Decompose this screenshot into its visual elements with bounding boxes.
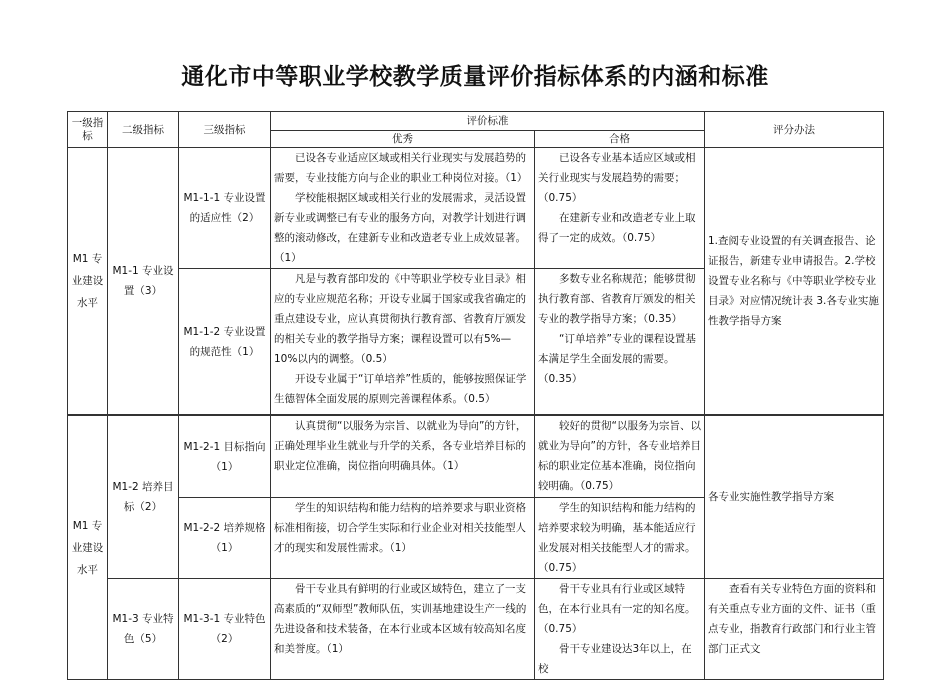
indicator-table-2 xyxy=(67,415,884,680)
pass-cell xyxy=(535,498,705,579)
header-excellent: 优秀 xyxy=(271,131,535,148)
criterion-text: 学生的知识结构和能力结构的培养要求与职业资格标准相衔接，切合学生实际和行业企业对相关技能型人才的现实和发展性需求。（1） xyxy=(274,502,526,554)
criterion-text: “订单培养”专业的课程设置基本满足学生全面发展的需要。（0.35） xyxy=(538,333,696,385)
level2-cell: M1-2 培养目标（2） xyxy=(108,416,179,579)
level2-cell: M1-1 专业设置（3） xyxy=(108,148,179,415)
excellent-cell xyxy=(271,269,535,415)
criterion-text: 骨干专业具有鲜明的行业或区域特色，建立了一支高素质的“双师型”教师队伍，实训基地建设生产一线的先进设备和技术装备，在本行业或本区域有较高知名度和美誉度。（1） xyxy=(274,583,527,655)
excellent-cell xyxy=(271,416,535,498)
criterion-text: 凡是与教育部印发的《中等职业学校专业目录》相应的专业应规范名称；开设专业属于国家或我省确定的重点建设专业，应认真贯彻执行教育部、省教育厅颁发的相关专业的教学指导方案；课程设置可以有5%—10%以内的调整。（0.5） xyxy=(274,273,526,365)
header-level2: 二级指标 xyxy=(108,112,179,148)
level3-cell: M1-2-2 培养规格（1） xyxy=(179,498,271,579)
excellent-cell xyxy=(271,579,535,680)
excellent-cell xyxy=(271,498,535,579)
scoring-cell: 1.查阅专业设置的有关调查报告、论证报告，新建专业申请报告。2.学校设置专业名称与《中等职业学校专业目录》对应情况统计表 3.各专业实施性教学指导方案 xyxy=(705,148,884,415)
page-title: 通化市中等职业学校教学质量评价指标体系的内涵和标准 xyxy=(181,64,769,90)
pass-cell xyxy=(535,416,705,498)
criterion-text: 较好的贯彻“以服务为宗旨、以就业为导向”的方针，各专业培养目标的职业定位基本准确，岗位指向较明确。（0.75） xyxy=(538,420,701,492)
scoring-cell xyxy=(705,579,884,680)
level3-cell: M1-1-2 专业设置的规范性（1） xyxy=(179,269,271,415)
pass-cell xyxy=(535,579,705,680)
level2-cell: M1-3 专业特色（5） xyxy=(108,579,179,680)
criterion-text: 在建新专业和改造老专业上取得了一定的成效。（0.75） xyxy=(538,212,696,244)
header-criteria: 评价标准 xyxy=(271,112,705,131)
criterion-text: 骨干专业具有行业或区域特色，在本行业具有一定的知名度。（0.75） xyxy=(538,583,696,635)
indicator-table-1 xyxy=(67,111,884,415)
criterion-text: 已设各专业基本适应区域或相关行业现实与发展趋势的需要；（0.75） xyxy=(538,152,696,204)
level3-cell: M1-3-1 专业特色（2） xyxy=(179,579,271,680)
scoring-cell: 各专业实施性教学指导方案 xyxy=(705,416,884,579)
criterion-text: 多数专业名称规范；能够贯彻执行教育部、省教育厅颁发的相关专业的教学指导方案；（0.35） xyxy=(538,273,696,325)
header-level1: 一级指标 xyxy=(68,112,108,148)
level3-cell: M1-2-1 目标指向（1） xyxy=(179,416,271,498)
criterion-text: 骨干专业建设达3年以上，在校 xyxy=(538,643,692,675)
level1-cell: M1 专业建设水平 xyxy=(68,148,108,415)
criterion-text: 查看有关专业特色方面的资料和有关重点专业方面的文件、证书（重点专业，指教育行政部门和行业主管部门正式文 xyxy=(708,583,876,655)
criterion-text: 开设专业属于“订单培养”性质的，能够按照保证学生德智体全面发展的原则完善课程体系。（0.5） xyxy=(274,373,527,405)
header-pass: 合格 xyxy=(535,131,705,148)
excellent-cell xyxy=(271,148,535,269)
criterion-text: 认真贯彻“以服务为宗旨、以就业为导向”的方针，正确处理毕业生就业与升学的关系，各专业培养目标的职业定位准确，岗位指向明确具体。（1） xyxy=(274,420,527,472)
header-scoring: 评分办法 xyxy=(705,112,884,148)
level3-cell: M1-1-1 专业设置的适应性（2） xyxy=(179,148,271,269)
header-level3: 三级指标 xyxy=(179,112,271,148)
criterion-text: 学校能根据区域或相关行业的发展需求，灵活设置新专业或调整已有专业的服务方向，对教学计划进行调整的滚动修改，在建新专业和改造老专业上成效显著。（1） xyxy=(274,192,526,264)
level1-cell: M1 专业建设水平 xyxy=(68,416,108,680)
pass-cell xyxy=(535,148,705,269)
pass-cell xyxy=(535,269,705,415)
criterion-text: 已设各专业适应区域或相关行业现实与发展趋势的需要，专业技能方向与企业的职业工种岗位对接。（1） xyxy=(274,152,528,184)
criterion-text: 学生的知识结构和能力结构的培养要求较为明确，基本能适应行业发展对相关技能型人才的需求。（0.75） xyxy=(538,502,696,574)
